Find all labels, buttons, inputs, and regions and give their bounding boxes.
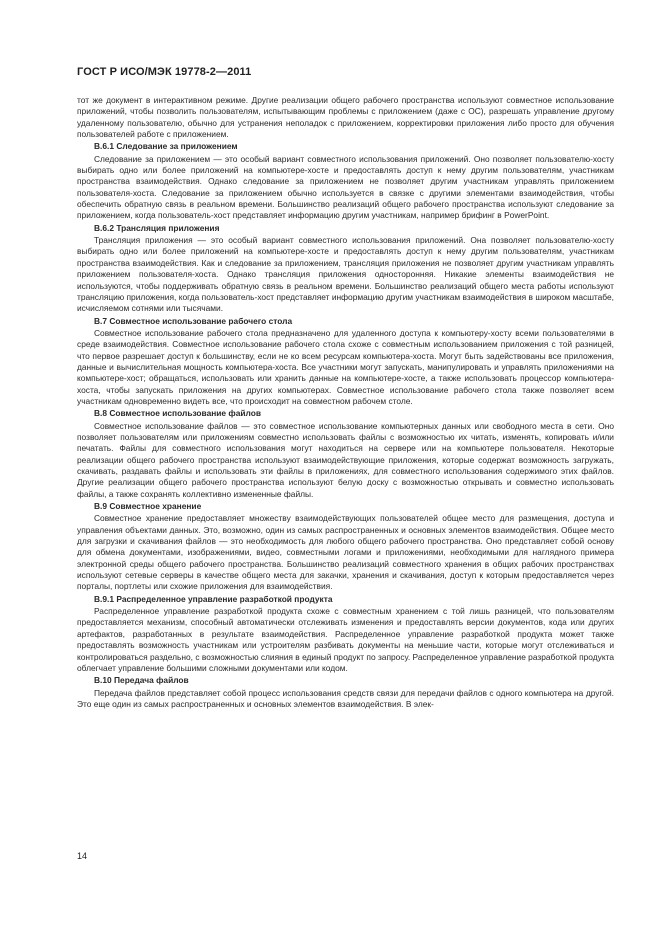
document-header: ГОСТ Р ИСО/МЭК 19778-2—2011 [77,66,252,78]
document-body [77,95,614,710]
paragraph: Распределенное управление разработкой продукта схоже с совместным хранением с той лишь разницей, что пользователям предоставляется механизм, способный автоматически отслеживать изменения и предоставлять версии документов, кода или других артефактов, разработанных в результате взаимодействия. Распределенное управление разработкой продукта может также предоставлять возможность участникам или устроителям разбивать документы на меньшие части, которые могут отслеживаться и контролироваться раздельно, с возможностью слияния в единый продукт по запросу. Распределенное управление разработкой продукта облегчает управление большими сложными документами или кодом. [77,606,614,673]
section-heading: В.6.1 Следование за приложением [94,141,238,152]
section-heading: В.9.1 Распределенное управление разработкой продукта [94,593,333,604]
paragraph: Совместное использование файлов — это совместное использование компьютерных данных или свободного места в сети. Оно позволяет пользователям или приложениям совместно использовать файлы с возможностью их читать, изменять, копировать и/или печатать. Файлы для совместного использования могут находиться на сервере или на компьютере пользователя. Некоторые реализации общего рабочего пространства используют взаимодействующие приложения, которые содержат возможность загружать, скачивать, раздавать файлы и использовать эти файлы в приложениях, для совместного использования содержимого этих файлов. Другие реализации общего рабочего пространства используют белую доску с возможностью открывать и совместно использовать файлы, а также сохранять коллективно измененные файлы. [77,420,614,499]
section-heading: В.9 Совместное хранение [94,501,202,512]
paragraph: Трансляция приложения — это особый вариант совместного использования приложений. Она позволяет пользователю-хосту выбирать одно или более приложений на компьютере-хосте и предоставлять доступ к нему другим пользователям, участникам пространства взаимодействия. Как и следование за приложением, трансляция приложения не позволяет другим участникам управлять приложением пользователя-хоста. Однако трансляция приложения односторонняя. Никакие элементы взаимодействия не используются, чтобы поддерживать обратную связь в реальном времени. Большинство реализаций общего места работы используют трансляцию приложения, когда пользователь-хост представляет информацию другим участникам взаимодействия в широком масштабе, исчисляемом сотнями или тысячами. [77,235,614,314]
paragraph: Передача файлов представляет собой процесс использования средств связи для передачи файлов с одного компьютера на другой. Это еще один из самых распространенных и основных элементов взаимодействия. В элек- [77,687,614,709]
paragraph: Совместное использование рабочего стола предназначено для удаленного доступа к компьютеру-хосту всеми пользователями в среде взаимодействия. Совместное использование рабочего стола схоже с совместным использованием приложения с той разницей, что первое разрешает доступ к большинству, если не ко всем ресурсам компьютера-хоста. Могут быть задействованы все приложения, данные и вычислительная мощность компьютера-хоста. Все участники могут запускать, манипулировать и управлять приложениями на компьютере-хост; обращаться, использовать или хранить данные на компьютере-хосте, а также использовать процессор компьютера-хоста, чтобы запускать приложения на других компьютерах. Совместное использование рабочего стола также позволяет всем участникам одновременно видеть все, что происходит на совместном рабочем столе. [77,327,614,406]
section-heading: В.7 Совместное использование рабочего стола [94,315,293,326]
page-number: 14 [77,851,88,861]
paragraph: Совместное хранение предоставляет множеству взаимодействующих пользователей общее место для размещения, доступа и управления объектами данных. Это, возможно, один из самых распространенных и основных элементов взаимодействия. Общее место для загрузки и скачивания файлов — это необходимость для любого общего рабочего пространства. Оно представляет собой основу для обмена документами, изображениями, видео, совместными логами и приложениями, необходимыми для наглядного примера электронной среды общего рабочего пространства. Большинство реализаций совместного хранения в общих рабочих пространствах используют сетевые серверы в качестве общего места для закачки, хранения и скачивания, доступ к которым предоставляется через порталы, портлеты или схожие приложения для взаимодействия. [77,513,614,592]
section-heading: В.6.2 Трансляция приложения [94,222,220,233]
paragraph: Следование за приложением — это особый вариант совместного использования приложений. Оно позволяет пользователю-хосту выбирать одно или более приложений на компьютере-хосте и предоставлять доступ к нему другим пользователям, участникам пространства взаимодействия. Однако следование за приложением не позволяет другим участникам управлять приложением пользователя-хоста. Следование за приложением обычно используется в связке с другими элементами взаимодействия, чтобы обеспечить обратную связь в реальном времени. Большинство реализаций общего рабочего пространства используют следование за приложением, когда пользователь-хост представляет информацию другим участникам, например брифинг в PowerPoint. [77,153,614,221]
section-heading: В.10 Передача файлов [94,675,189,686]
paragraph: тот же документ в интерактивном режиме. Другие реализации общего рабочего пространства используют совместное использование приложений, чтобы позволить пользователям, испытывающим проблемы с приложением (даже с ОС), разрешать управление другому удаленному пользователю, обычно для устранения неполадок с приложением, корректировки приложения либо просто для обучения пользователей работе с приложением. [77,95,614,140]
section-heading: В.8 Совместное использование файлов [94,408,262,419]
